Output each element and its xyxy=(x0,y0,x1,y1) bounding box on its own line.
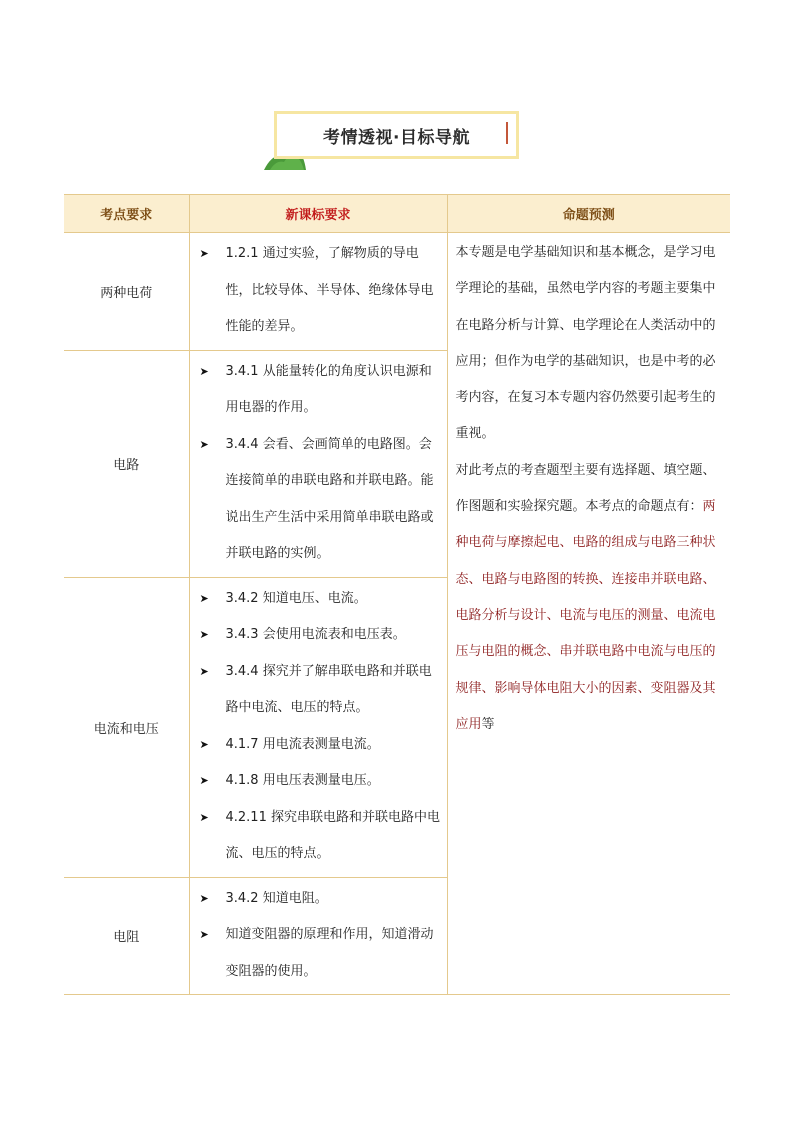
topic-cell: 电阻 xyxy=(64,877,189,995)
arrow-bullet-icon: ➤ xyxy=(199,928,209,941)
header-prediction: 命题预测 xyxy=(447,195,730,233)
requirement-text: 3.4.1 从能量转化的角度认识电源和用电器的作用。 xyxy=(225,363,432,415)
requirement-item xyxy=(198,427,441,573)
banner-title: 考情透视·目标导航 xyxy=(323,127,470,148)
requirement-text: 3.4.2 知道电阻。 xyxy=(225,890,328,906)
requirement-text: 4.1.8 用电压表测量电压。 xyxy=(225,773,380,788)
requirement-list xyxy=(198,354,441,573)
banner-frame xyxy=(274,111,519,159)
topic-cell: 电流和电压 xyxy=(64,577,189,877)
requirements-cell xyxy=(189,577,447,877)
section-banner xyxy=(262,108,524,172)
topic-cell: 两种电荷 xyxy=(64,233,189,351)
requirement-list xyxy=(198,881,441,991)
requirement-item xyxy=(198,654,441,727)
requirement-item xyxy=(198,354,441,427)
requirement-list xyxy=(198,581,441,873)
requirement-item xyxy=(198,236,441,346)
prediction-paragraph-1: 本专题是电学基础知识和基本概念，是学习电学理论的基础，虽然电学内容的考题主要集中在电路分析与计算、电学理论在人类活动中的应用；但作为电学的基础知识，也是中考的必考内容，在复习本专题内容仍然要引起考生的重视。 xyxy=(455,245,716,442)
arrow-bullet-icon: ➤ xyxy=(199,810,209,824)
arrow-bullet-icon: ➤ xyxy=(199,737,209,751)
requirement-text: 3.4.4 会看、会画简单的电路图。会连接简单的串联电路和并联电路。能说出生产生活中采用简单串联电路或并联电路的实例。 xyxy=(225,436,434,561)
prediction-paragraph-2 xyxy=(456,453,725,743)
table-header-row xyxy=(64,195,730,233)
requirement-text: 3.4.3 会使用电流表和电压表。 xyxy=(225,627,406,642)
requirements-cell xyxy=(189,350,447,577)
requirement-text: 4.2.11 探究串联电路和并联电路中电流、电压的特点。 xyxy=(225,809,440,861)
prediction-intro: 对此考点的考查题型主要有选择题、填空题、作图题和实验探究题。本考点的命题点有： xyxy=(455,462,716,515)
arrow-bullet-icon: ➤ xyxy=(199,591,209,605)
arrow-bullet-icon: ➤ xyxy=(199,247,209,260)
table-row xyxy=(64,233,730,351)
banner-accent-mark xyxy=(506,122,508,144)
arrow-bullet-icon: ➤ xyxy=(199,774,209,787)
requirement-item xyxy=(198,763,441,800)
requirement-item xyxy=(198,727,441,764)
requirement-text: 1.2.1 通过实验，了解物质的导电性，比较导体、半导体、绝缘体导电性能的差异。 xyxy=(225,246,434,334)
requirements-cell xyxy=(189,233,447,351)
prediction-highlight: 两种电荷与摩擦起电、电路的组成与电路三种状态、电路与电路图的转换、连接串并联电路、电路分析与设计、电流与电压的测量、电流电压与电阻的概念、串并联电路中电流与电压的规律、影响导体电阻大小的因素、变阻器及其应用 xyxy=(455,499,716,732)
header-curriculum: 新课标要求 xyxy=(189,195,447,233)
topic-cell: 电路 xyxy=(64,350,189,577)
requirement-item xyxy=(198,617,441,654)
exam-requirements-table xyxy=(64,194,730,995)
requirement-text: 知道变阻器的原理和作用，知道滑动变阻器的使用。 xyxy=(225,927,434,979)
requirement-list xyxy=(198,236,441,346)
requirement-item xyxy=(198,917,441,990)
header-topic: 考点要求 xyxy=(64,195,189,233)
arrow-bullet-icon: ➤ xyxy=(199,628,209,641)
arrow-bullet-icon: ➤ xyxy=(199,891,209,905)
prediction-end: 等 xyxy=(481,716,495,732)
arrow-bullet-icon: ➤ xyxy=(199,364,209,378)
arrow-bullet-icon: ➤ xyxy=(199,437,209,451)
requirements-cell xyxy=(189,877,447,995)
requirement-text: 3.4.4 探究并了解串联电路和并联电路中电流、电压的特点。 xyxy=(225,663,432,715)
requirement-item xyxy=(198,881,441,918)
requirement-item xyxy=(198,800,441,873)
requirement-text: 3.4.2 知道电压、电流。 xyxy=(225,590,367,606)
requirement-item xyxy=(198,581,441,618)
requirement-text: 4.1.7 用电流表测量电流。 xyxy=(225,736,380,752)
arrow-bullet-icon: ➤ xyxy=(199,664,209,678)
prediction-cell xyxy=(447,233,730,995)
